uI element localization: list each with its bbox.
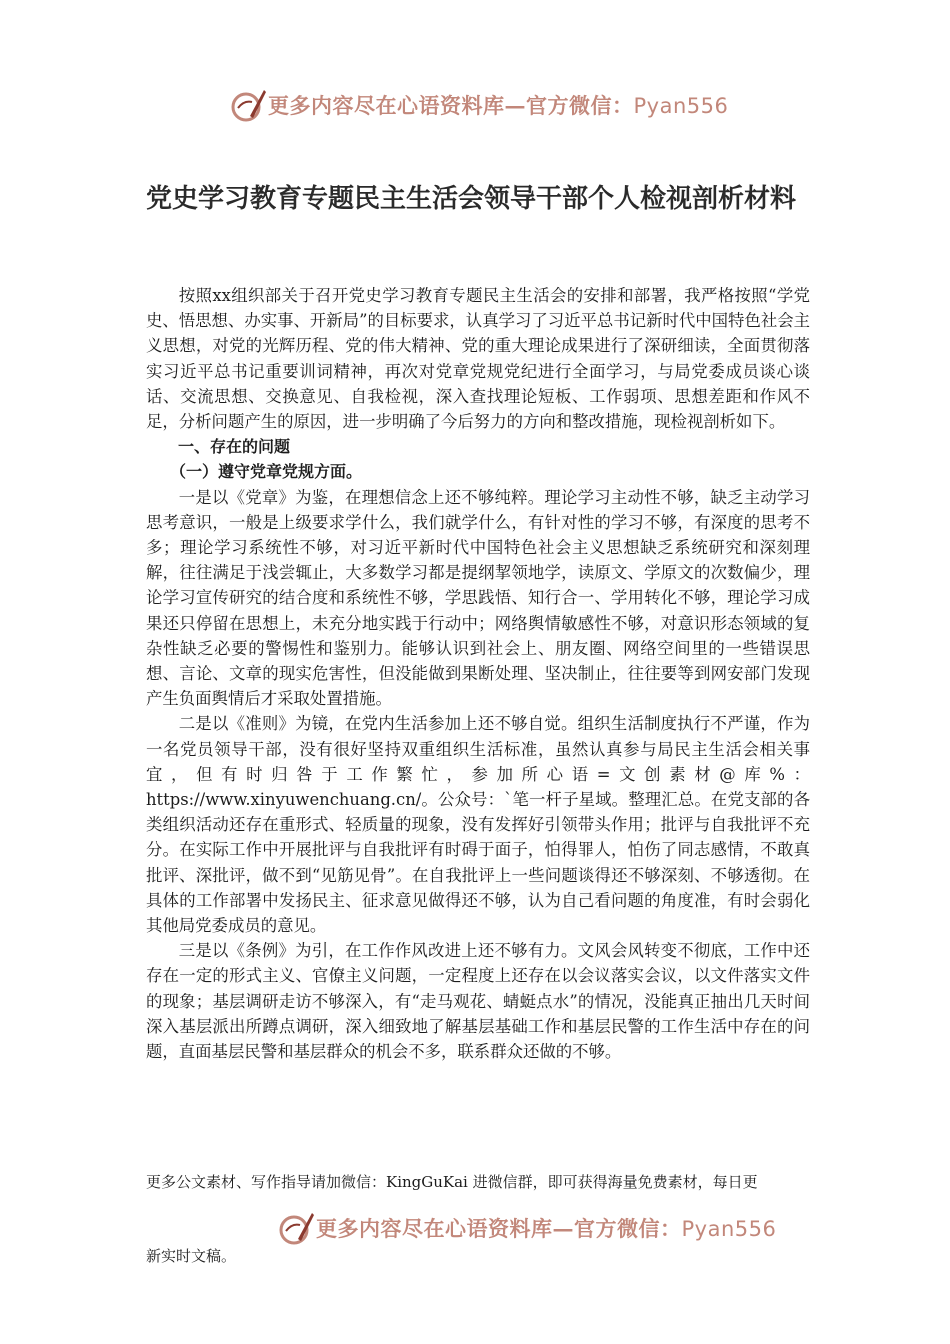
wechat-id: Pyan556 xyxy=(633,94,729,118)
paragraph-1: 一是以《党章》为鉴，在理想信念上还不够纯粹。理论学习主动性不够，缺乏主动学习思考意识，一般是上级要求学什么，我们就学什么，有针对性的学习不够，有深度的思考不多；理论学习系统性不够，对习近平新时代中国特色社会主义思想缺乏系统研究和深刻理解，往往满足于浅尝辄止，大多数学习都是提纲挈领地学，读原文、学原文的次数偏少，理论学习宣传研究的结合度和系统性不够，学思践悟、知行合一、学用转化不够，理论学习成果还只停留在思想上，未充分地实践于行动中；网络舆情敏感性不够，对意识形态领域的复杂性缺乏必要的警惕性和鉴别力。能够认识到社会上、朋友圈、网络空间里的一些错误思想、言论、文章的现实危害性，但没能做到果断处理、坚决制止，往往要等到网安部门发现产生负面舆情后才采取处置措施。 xyxy=(146,487,810,709)
wechat-id: Pyan556 xyxy=(681,1217,777,1241)
banner-text: 更多内容尽在心语资料库—官方微信：Pyan556 xyxy=(268,93,729,118)
footer-note-end: 新实时文稿。 xyxy=(146,1247,237,1265)
header-banner xyxy=(0,84,950,128)
document-body xyxy=(146,283,810,1064)
banner-text: 更多内容尽在心语资料库—官方微信：Pyan556 xyxy=(316,1216,777,1241)
subsection-heading: （一）遵守党章党规方面。 xyxy=(170,462,363,482)
document-title: 党史学习教育专题民主生活会领导干部个人检视剖析材料 xyxy=(146,184,797,214)
pen-circle-logo-icon xyxy=(276,1209,316,1249)
pen-circle-logo-icon xyxy=(228,86,268,126)
intro-paragraph: 按照xx组织部关于召开党史学习教育专题民主生活会的安排和部署，我严格按照“学党史、悟思想、办实事、开新局”的目标要求，认真学习了习近平总书记新时代中国特色社会主义思想，对党的光辉历程、党的伟大精神、党的重大理论成果进行了深研细读，全面贯彻落实习近平总书记重要训词精神，再次对党章党规党纪进行全面学习，与局党委成员谈心谈话、交流思想、交换意见、自我检视，深入查找理论短板、工作弱项、思想差距和作风不足，分析问题产生的原因，进一步明确了今后努力的方向和整改措施，现检视剖析如下。 xyxy=(146,286,811,432)
paragraph-2: 二是以《准则》为镜，在党内生活参加上还不够自觉。组织生活制度执行不严谨，作为一名党员领导干部，没有很好坚持双重组织生活标准，虽然认真参与局民主生活会相关事宜，但有时归咎于工作繁忙，参加所心语=文创素材@库%：https://www.xinyuwenchuang.cn/。公众号：`笔一杆子星域。整理汇总。在党支部的各类组织活动还存在重形式、轻质量的现象，没有发挥好引领带头作用；批评与自我批评不充分。在实际工作中开展批评与自我批评有时碍于面子，怕得罪人，怕伤了同志感情，不敢真批评、深批评，做不到“见筋见骨”。在自我批评上一些问题谈得还不够深刻、不够透彻。在具体的工作部署中发扬民主、征求意见做得还不够，认为自己看问题的角度准，有时会弱化其他局党委成员的意见。 xyxy=(146,714,810,936)
footer-banner xyxy=(0,1207,950,1251)
paragraph-3: 三是以《条例》为引，在工作作风改进上还不够有力。文风会风转变不彻底，工作中还存在一定的形式主义、官僚主义问题，一定程度上还存在以会议落实会议，以文件落实文件的现象；基层调研走访不够深入，有“走马观花、蜻蜓点水”的情况，没能真正抽出几天时间深入基层派出所蹲点调研，深入细致地了解基层基础工作和基层民警的工作生活中存在的问题，直面基层民警和基层群众的机会不多，联系群众还做的不够。 xyxy=(146,941,810,1062)
footer-note: 更多公文素材、写作指导请加微信：KingGuKai 进微信群，即可获得海量免费素材，每日更 xyxy=(146,1173,758,1191)
section-heading: 一、存在的问题 xyxy=(178,437,291,457)
